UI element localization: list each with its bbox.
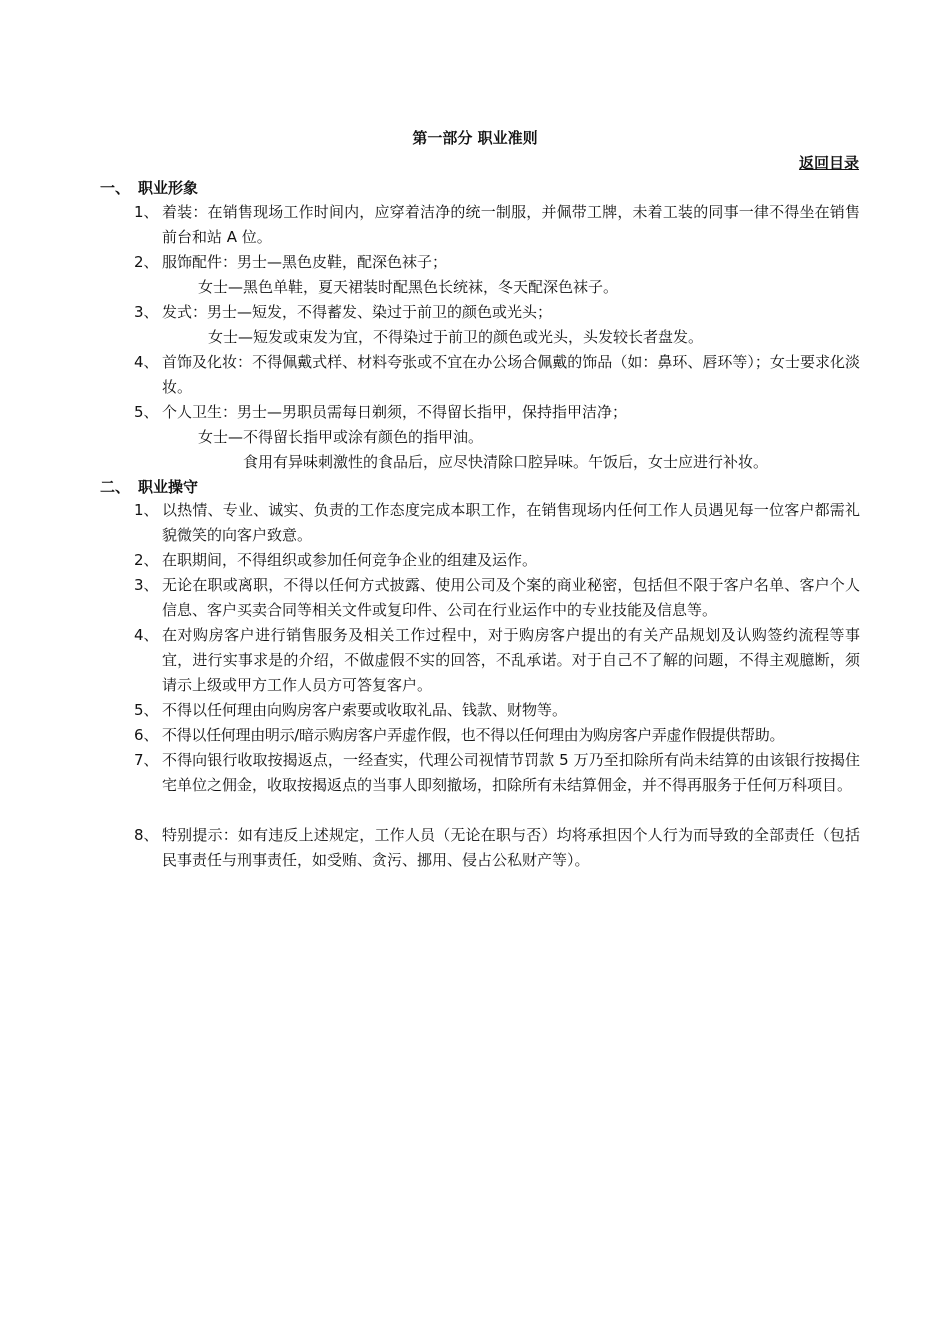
item-text: 在职期间，不得组织或参加任何竞争企业的组建及运作。 [162, 551, 538, 569]
list-item [134, 748, 860, 798]
section-title: 职业形象 [138, 179, 199, 197]
item-number: 2、 [134, 551, 159, 569]
list-item [134, 350, 860, 400]
section-number: 二、 [100, 478, 131, 496]
page-title: 第一部分 职业准则 [412, 129, 538, 147]
item-continuation: 女士—黑色单鞋，夏天裙装时配黑色长统袜，冬天配深色袜子。 [198, 278, 619, 296]
item-number: 7、 [134, 751, 159, 769]
item-number: 5、 [134, 701, 159, 719]
item-number: 4、 [134, 626, 159, 644]
item-number: 2、 [134, 253, 159, 271]
item-text: 以热情、专业、诚实、负责的工作态度完成本职工作，在销售现场内任何工作人员遇见每一位客户都需礼貌微笑的向客户致意。 [162, 501, 860, 544]
list-item [134, 250, 860, 275]
item-number: 4、 [134, 353, 159, 371]
list-item [134, 623, 860, 698]
item-text: 不得向银行收取按揭返点，一经查实，代理公司视情节罚款 5 万乃至扣除所有尚未结算的由该银行按揭住宅单位之佣金，收取按揭返点的当事人即刻撤场，扣除所有未结算佣金，并不得再服务于任何万科项目。 [162, 751, 860, 794]
item-continuation: 女士—短发或束发为宜，不得染过于前卫的颜色或光头，头发较长者盘发。 [208, 328, 704, 346]
item-text: 个人卫生：男士—男职员需每日剃须，不得留长指甲，保持指甲洁净； [162, 403, 628, 421]
item-number: 3、 [134, 303, 159, 321]
item-continuation: 女士—不得留长指甲或涂有颜色的指甲油。 [198, 428, 484, 446]
section-heading [100, 178, 198, 198]
item-text: 首饰及化妆：不得佩戴式样、材料夸张或不宜在办公场合佩戴的饰品（如：鼻环、唇环等）；女士要求化淡妆。 [162, 353, 860, 396]
item-number: 8、 [134, 826, 159, 844]
item-number: 6、 [134, 726, 159, 744]
item-text: 着装：在销售现场工作时间内，应穿着洁净的统一制服，并佩带工牌，未着工装的同事一律不得坐在销售前台和站 A 位。 [162, 203, 860, 246]
list-item [134, 548, 860, 573]
section-number: 一、 [100, 179, 131, 197]
list-item [134, 698, 860, 723]
item-text: 服饰配件：男士—黑色皮鞋，配深色袜子； [162, 253, 448, 271]
list-item [134, 823, 860, 873]
list-item [134, 723, 860, 748]
back-to-contents-link[interactable]: 返回目录 [798, 154, 859, 172]
section-title: 职业操守 [138, 478, 199, 496]
list-item [134, 300, 860, 325]
item-text: 发式：男士—短发，不得蓄发、染过于前卫的颜色或光头； [162, 303, 553, 321]
item-text: 不得以任何理由明示/暗示购房客户弄虚作假，也不得以任何理由为购房客户弄虚作假提供帮助。 [162, 726, 785, 744]
item-text: 无论在职或离职，不得以任何方式披露、使用公司及个案的商业秘密，包括但不限于客户名单、客户个人信息、客户买卖合同等相关文件或复印件、公司在行业运作中的专业技能及信息等。 [162, 576, 860, 619]
item-number: 5、 [134, 403, 159, 421]
list-item [134, 573, 860, 623]
item-text: 特别提示：如有违反上述规定，工作人员（无论在职与否）均将承担因个人行为而导致的全部责任（包括民事责任与刑事责任，如受贿、贪污、挪用、侵占公私财产等）。 [162, 826, 860, 869]
item-continuation: 食用有异味刺激性的食品后，应尽快清除口腔异味。午饭后，女士应进行补妆。 [243, 453, 769, 471]
item-number: 3、 [134, 576, 159, 594]
list-item [134, 200, 860, 250]
item-number: 1、 [134, 501, 159, 519]
item-number: 1、 [134, 203, 159, 221]
section-heading [100, 477, 198, 497]
list-item [134, 400, 860, 425]
item-text: 不得以任何理由向购房客户索要或收取礼品、钱款、财物等。 [162, 701, 568, 719]
list-item [134, 498, 860, 548]
item-text: 在对购房客户进行销售服务及相关工作过程中，对于购房客户提出的有关产品规划及认购签约流程等事宜，进行实事求是的介绍，不做虚假不实的回答，不乱承诺。对于自己不了解的问题，不得主观臆断，须请示上级或甲方工作人员方可答复客户。 [162, 626, 860, 694]
